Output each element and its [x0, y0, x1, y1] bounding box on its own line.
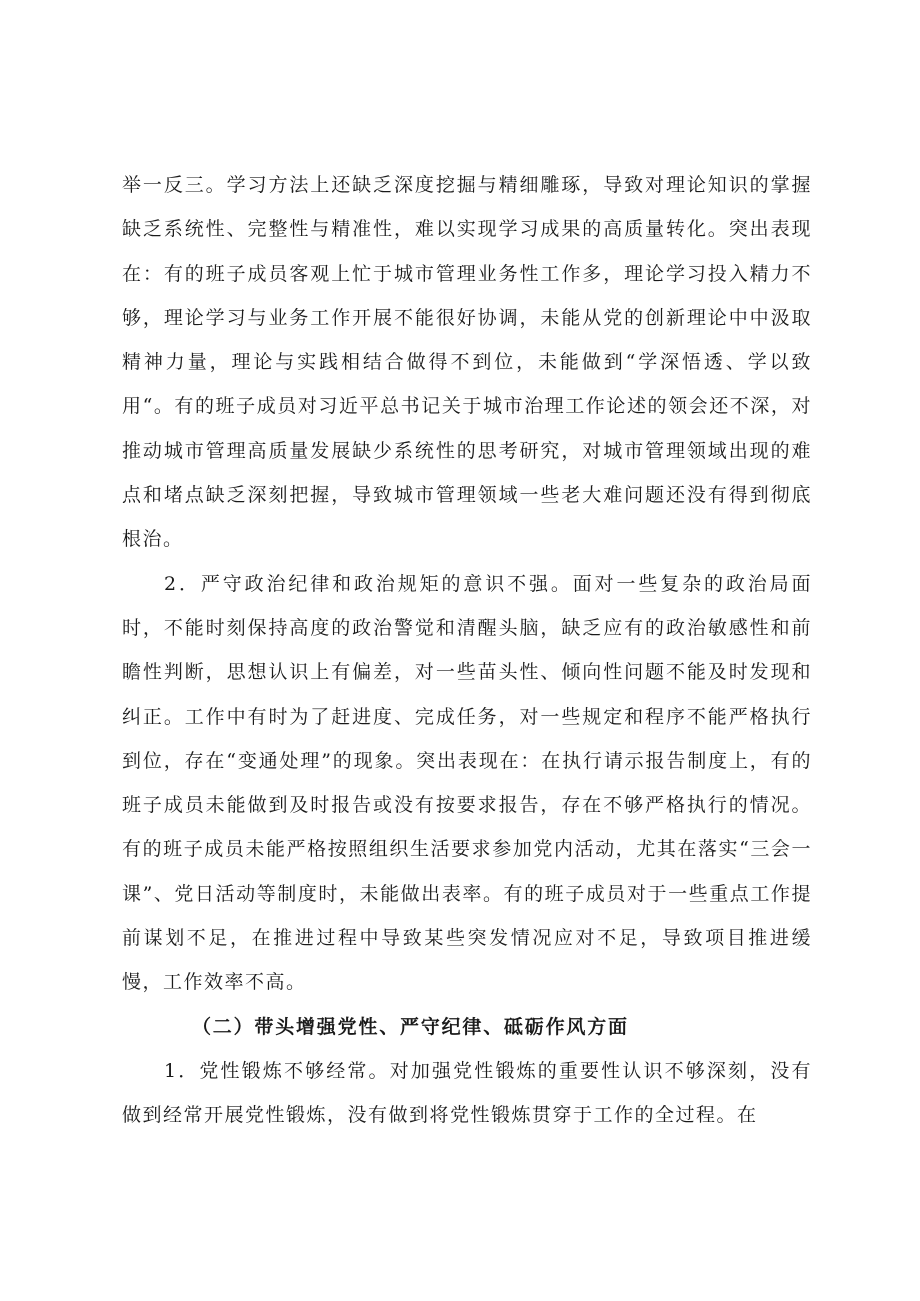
section-heading: （二）带头增强党性、严守纪律、砥砺作风方面: [192, 1015, 629, 1038]
document-body: [122, 163, 812, 1138]
paragraph-item-2: 2．严守政治纪律和政治规矩的意识不强。面对一些复杂的政治局面时，不能时刻保持高度的政治警觉和清醒头脑，缺乏应有的政治敏感性和前瞻性判断，思想认识上有偏差，对一些苗头性、倾向性问题不能及时发现和纠正。工作中有时为了赶进度、完成任务，对一些规定和程序不能严格执行到位，存在“变通处理”的现象。突出表现在：在执行请示报告制度上，有的班子成员未能做到及时报告或没有按要求报告，存在不够严格执行的情况。有的班子成员未能严格按照组织生活要求参加党内活动，尤其在落实“三会一课”、党日活动等制度时，未能做出表率。有的班子成员对于一些重点工作提前谋划不足，在推进过程中导致某些突发情况应对不足，导致项目推进缓慢，工作效率不高。: [122, 572, 812, 994]
paragraph-continuation: 举一反三。学习方法上还缺乏深度挖掘与精细雕琢，导致对理论知识的掌握缺乏系统性、完整性与精准性，难以实现学习成果的高质量转化。突出表现在：有的班子成员客观上忙于城市管理业务性工作多，理论学习投入精力不够，理论学习与业务工作开展不能很好协调，未能从党的创新理论中中汲取精神力量，理论与实践相结合做得不到位，未能做到“学深悟透、学以致用“。有的班子成员对习近平总书记关于城市治理工作论述的领会还不深，对推动城市管理高质量发展缺少系统性的思考研究，对城市管理领域出现的难点和堵点缺乏深刻把握，导致城市管理领域一些老大难问题还没有得到彻底根治。: [122, 174, 812, 551]
paragraph-item-1: 1．党性锻炼不够经常。对加强党性锻炼的重要性认识不够深刻，没有做到经常开展党性锻炼，没有做到将党性锻炼贯穿于工作的全过程。在: [122, 1059, 812, 1127]
